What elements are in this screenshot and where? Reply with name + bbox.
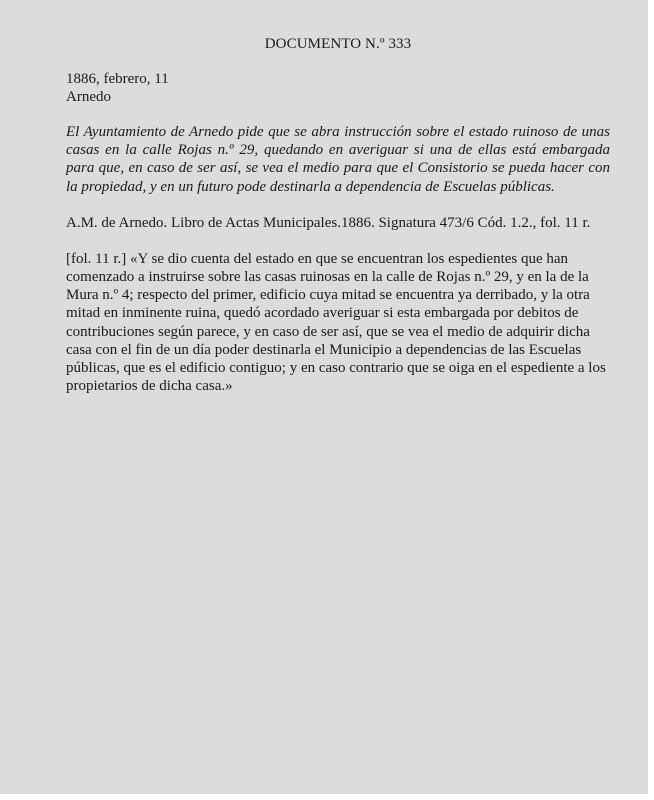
document-place: Arnedo [66,89,111,105]
document-summary: El Ayuntamiento de Arnedo pide que se abra instrucción sobre el estado ruinoso de unas casas en la calle Rojas n.º 29, quedando en averiguar si una de ellas está embargada para que, en caso de ser así, se vea el medio para que el Consistorio se pueda hacer con la propiedad, y en un futuro pode destinarla a dependencia de Escuelas públicas. [66,124,610,195]
document-transcription: [fol. 11 r.] «Y se dio cuenta del estado en que se encuentran los espedientes que han comenzado a instruirse sobre las casas ruinosas en la calle de Rojas n.º 29, y en la de la Mura n.º 4; respecto del primer, edificio cuya mitad se encuentra ya derribado, y la otra mitad en inminente ruina, quedó acordado averiguar si esta embargada por debitos de contribuciones según parece, y en caso de ser así, que se vea el medio de adquirir dicha casa con el fin de un día poder destinarla el Municipio a dependencias de las Escuelas públicas, que es el edificio contiguo; y en caso contrario que se oiga en el espediente a los propietarios de dicha casa.» [66,250,606,395]
document-source-citation: A.M. de Arnedo. Libro de Actas Municipales.1886. Signatura 473/6 Cód. 1.2., fol. 11 r. [66,214,591,231]
document-date: 1886, febrero, 11 [66,71,169,87]
document-body [66,36,610,395]
document-title: DOCUMENTO N.º 333 [264,36,412,52]
